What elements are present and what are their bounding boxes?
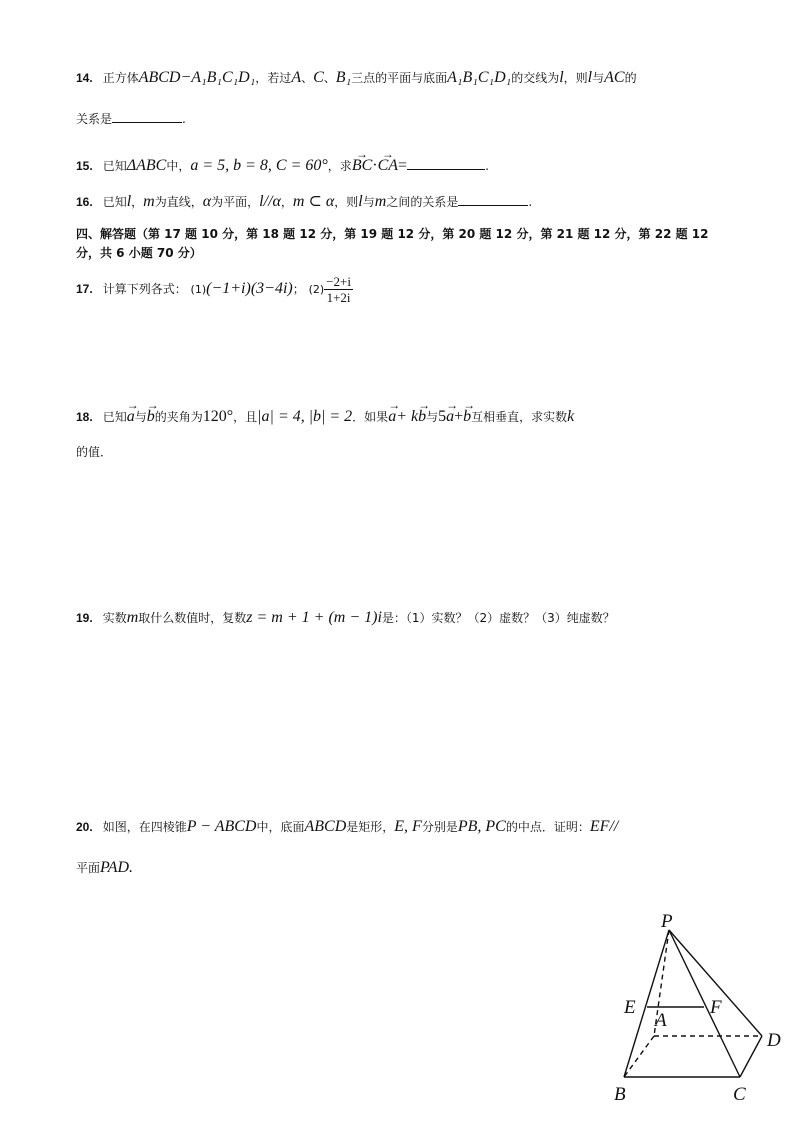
math-k: k [567,408,575,425]
math-point: A [291,69,302,86]
math-coefficient: 5 [438,408,447,425]
text: 的值． [76,445,113,459]
math-magnitude-a: |a| = 4, [257,408,305,425]
question-number: 14. [76,71,93,85]
answer-blank[interactable] [407,155,485,170]
text: 的交线为 [511,71,560,85]
math-conditions: a = 5, b = 8, C = 60° [190,157,328,174]
math-dot: · [372,157,378,174]
text: ， [280,195,293,209]
text: ，则 [563,71,588,85]
math-plane-pad: PAD. [100,859,134,876]
math-point: B₁ [335,69,352,86]
math-cube: ABCD−A₁B₁C₁D₁ [138,69,256,86]
text: 已知 [102,159,127,173]
math-ef: E, F [394,818,422,835]
math-parallel: l//α [259,193,281,210]
label-a: A [655,1010,667,1031]
question-number: 20. [76,820,93,834]
text: 与 [134,410,147,424]
question-number: 19. [76,611,93,625]
math-base: A₁B₁C₁D₁ [447,69,512,86]
label-p: P [661,911,673,932]
question-number: 18. [76,410,93,424]
text: 实数 [102,611,127,625]
math-l: l [358,193,363,210]
text: ，若过 [255,71,292,85]
text: 三点的平面与底面 [351,71,448,85]
text: 已知 [102,410,127,424]
vector-ca: → CA [378,150,398,176]
math-m: m [374,193,387,210]
text: ．如果 [352,410,389,424]
label-f: F [710,997,722,1018]
math-ac: AC [604,69,625,86]
text: . [182,112,186,126]
text: ， [131,195,144,209]
part-label: (2) [308,283,325,296]
text: 的夹角为 [154,410,203,424]
label-d: D [767,1030,781,1051]
question-18 [76,398,574,430]
text: 平面 [76,861,101,875]
math-m: m [126,609,139,626]
fraction-numerator: −2+i [326,274,351,289]
text: ，求 [327,159,352,173]
math-magnitude-b: |b| = 2 [308,408,353,425]
math-expression: (−1+i)(3−4i) [206,280,293,297]
text: 的 [624,71,637,85]
text: 为平面， [211,195,260,209]
label-b: B [614,1084,626,1105]
vector-bc: → BC [352,150,372,176]
answer-blank[interactable] [458,191,528,206]
question-16 [76,191,532,212]
math-l: l [559,69,564,86]
section-header [76,224,708,244]
text: 与 [362,195,375,209]
question-number: 15. [76,159,93,173]
math-triangle: ΔABC [126,157,167,174]
edge-ab-hidden [624,1036,654,1077]
text: ； [292,282,305,296]
vector-b: → b [147,398,155,430]
text: 中， [166,159,191,173]
text: 是：（1）实数？（2）虚数？（3）纯虚数？ [381,611,615,625]
text: 与 [592,71,605,85]
text: 正方体 [102,71,139,85]
vector-a: → a [446,398,454,430]
text: 与 [426,410,439,424]
text: 、 [323,71,336,85]
math-angle: 120° [202,408,234,425]
text: 是矩形， [346,820,395,834]
edge-pd [669,930,762,1036]
text: 为直线， [154,195,203,209]
question-14-line2 [76,108,186,129]
text: 计算下列各式： [102,282,187,296]
math-l: l [587,69,593,86]
math-complex: z = m + 1 + (m − 1)i [246,609,382,626]
vector-b: → b [418,398,426,430]
math-conclusion: EF// [589,818,619,835]
math-l: l [126,193,132,210]
question-19 [76,608,615,628]
question-20 [76,817,618,837]
text: . [485,159,489,173]
text: 分别是 [421,820,458,834]
label-e: E [624,997,636,1018]
section-header-line2: 分，共 6 小题 70 分） [76,246,202,260]
math-m: m [143,193,155,210]
question-number: 17. [76,282,93,296]
text: 之间的关系是 [386,195,459,209]
text: 的中点．证明： [505,820,590,834]
vector-b: → b [463,398,471,430]
section-header-line1: 四、解答题（第 17 题 10 分，第 18 题 12 分，第 19 题 12 分，第 20 题 12 分，第 21 题 12 分，第 22 题 12 [76,227,709,241]
text: 、 [301,71,314,85]
text: 如图，在四棱锥 [102,820,187,834]
edge-pc [669,930,740,1077]
edge-cd [740,1036,762,1077]
math-alpha: α [202,193,212,210]
fraction-denominator: 1+2i [326,290,351,305]
math-equals: = [398,157,408,174]
question-14 [76,68,637,88]
text: . [528,195,533,209]
math-pbpc: PB, PC [457,818,506,835]
question-20-line2 [76,858,133,878]
text: 中，底面 [256,820,305,834]
vector-a: → a [127,398,135,430]
pyramid-figure [600,905,793,1105]
section-header-2 [76,243,202,263]
math-subset: m ⊂ α [292,193,335,210]
question-number: 16. [76,195,93,209]
question-15 [76,150,489,176]
part-label: (1) [190,283,207,296]
text: 互相垂直，求实数 [471,410,568,424]
math-pyramid: P − ABCD [186,818,257,835]
math-fraction [324,274,353,305]
question-18-line2 [76,442,112,462]
text: 取什么数值时，复数 [138,611,247,625]
question-17 [76,274,353,305]
answer-blank[interactable] [112,108,182,123]
text: ，且 [233,410,258,424]
vector-a: → a [388,398,396,430]
label-c: C [733,1084,746,1105]
math-point: C [313,69,324,86]
text: ，则 [334,195,359,209]
text: 关系是 [76,112,113,126]
math-base: ABCD [304,818,347,835]
math-plus: + [454,408,464,425]
math-plus-k: + k [396,408,419,425]
text: 已知 [102,195,127,209]
